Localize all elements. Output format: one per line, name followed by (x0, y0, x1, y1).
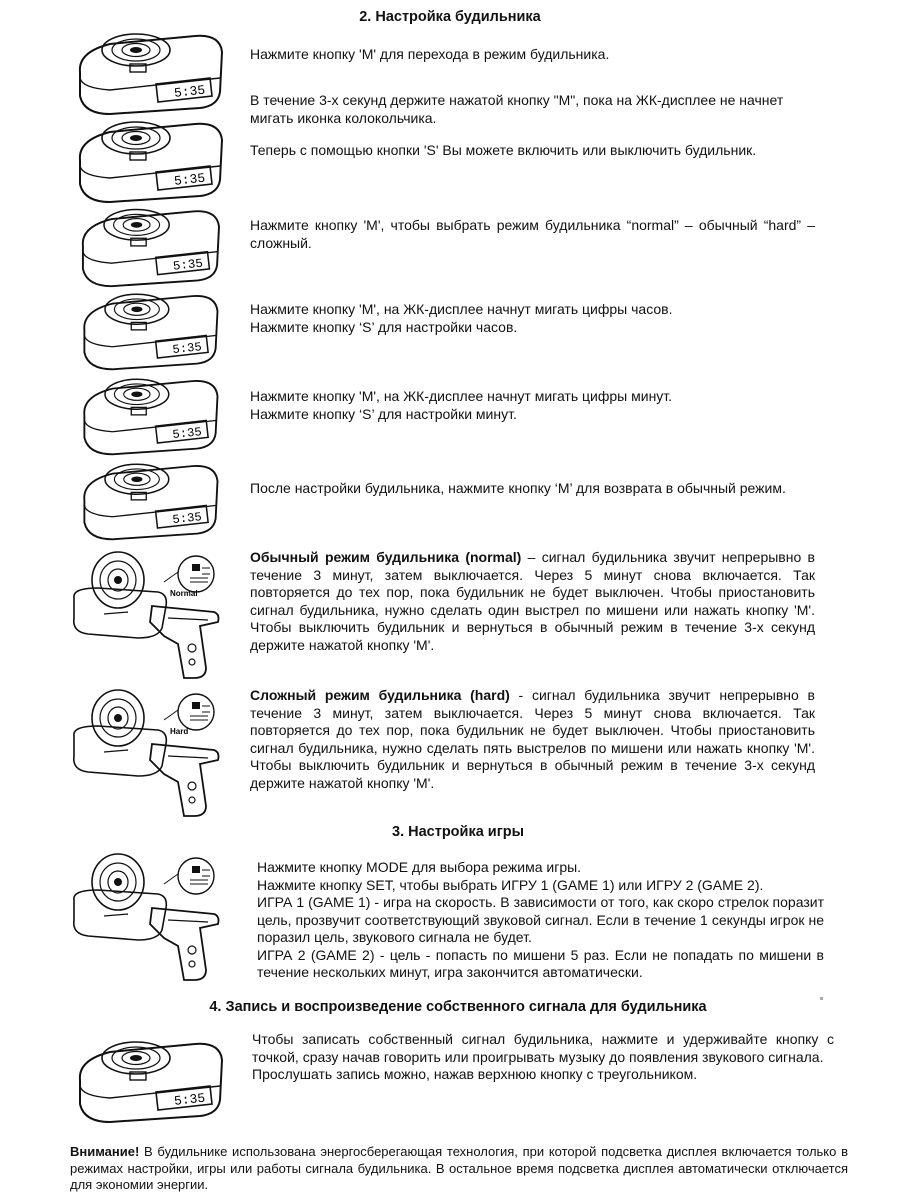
hard-mode-body: - сигнал будильника звучит непрерывно в течение 3 минут, затем выключается. Через 5 минут снова включается. Так повторяется до тех пор, пока будильник не будет выключен. Чтобы приостановить сигнал будильника, нужно сделать пять выстрелов по мишени или нажать кнопку 'M'. Чтобы выключить будильник и вернуться в обычный режим в течение 3-х секунд держите нажатой кнопку 'M'. (250, 687, 815, 791)
svg-text:5:35: 5:35 (173, 82, 206, 101)
game-line: Нажмите кнопку SET, чтобы выбрать ИГРУ 1 (GAME 1) или ИГРУ 2 (GAME 2). (257, 876, 764, 893)
mode-label: Hard (170, 727, 189, 736)
alarm-clock-illustration (70, 453, 230, 543)
section-2-title: 2. Настройка будильника (359, 9, 541, 25)
step-text (250, 301, 820, 336)
hard-mode-description (250, 687, 815, 792)
alarm-clock-illustration (70, 368, 230, 458)
normal-mode-heading: Обычный режим будильника (normal) (250, 549, 522, 565)
alarm-clock-illustration (70, 22, 230, 118)
attention-label: Внимание! (70, 1144, 140, 1159)
record-line: Чтобы записать собственный сигнал будильника, нажмите и удерживайте кнопку с точкой, сразу начав говорить или проигрывать музыку до появления звукового сигнала. (252, 1031, 834, 1065)
section-3-title: 3. Настройка игры (392, 824, 524, 840)
step-line: Нажмите кнопку ‘S’ для настройки минут. (250, 405, 517, 422)
attention-note (70, 1144, 848, 1194)
game-line: Нажмите кнопку MODE для выбора режима игры. (257, 859, 582, 875)
svg-text:5:35: 5:35 (173, 170, 206, 189)
alarm-clock-illustration (70, 283, 230, 373)
normal-mode-body: – сигнал будильника звучит непрерывно в течение 3 минут, затем выключается. Через 5 минут снова включается. Так повторяется до тех пор, пока будильник не будет выключен. Чтобы приостановить сигнал будильника, нужно сделать один выстрел по мишени или нажать кнопку 'M'. Чтобы выключить будильник и вернуться в обычный режим в течение 3-х секунд держите нажатой кнопку 'M'. (250, 549, 815, 653)
record-line: Прослушать запись можно, нажав верхнюю кнопку с треугольником. (252, 1066, 698, 1082)
svg-text:5:35: 5:35 (172, 256, 204, 274)
attention-body: В будильнике использована энергосберегающая технология, при которой подсветка дисплея включается только в режимах настройки, игры или работы сигнала будильника. В остальное время подсветка дисплея автоматически отключается для экономии энергии. (70, 1144, 848, 1192)
game-setup-text (257, 859, 824, 982)
target-and-gun-illustration-hard (68, 686, 248, 826)
game-line: ИГРА 1 (GAME 1) - игра на скорость. В зависимости от того, как скоро стрелок поразит цель, прозвучит соответствующий звуковой сигнал. Если в течение 1 секунды игрок не поразил цель, звукового сигнала не будет. (257, 894, 824, 945)
svg-text:5:35: 5:35 (171, 340, 203, 358)
step-text: Нажмите кнопку 'M' для перехода в режим будильника. (250, 46, 610, 62)
step-text: В течение 3-х секунд держите нажатой кнопку "M", пока на ЖК-дисплее не начнет мигать иконка колокольчика. (250, 92, 784, 126)
alarm-clock-illustration (70, 1028, 230, 1128)
target-and-gun-illustration-normal (68, 548, 248, 688)
section-4-title: 4. Запись и воспроизведение собственного сигнала для будильника (209, 999, 707, 1015)
step-text: Нажмите кнопку 'M', чтобы выбрать режим будильника “normal” – обычный “hard” – сложный. (250, 217, 815, 251)
step-text (250, 388, 820, 423)
svg-text:5:35: 5:35 (171, 425, 203, 443)
step-line: Нажмите кнопку 'M', на ЖК-дисплее начнут мигать цифры часов. (250, 301, 673, 317)
alarm-clock-illustration (70, 110, 230, 206)
mode-label: Normal (170, 589, 198, 598)
svg-text:5:35: 5:35 (173, 1090, 206, 1109)
step-text: Теперь с помощью кнопки 'S' Вы можете включить или выключить будильник. (250, 142, 757, 158)
target-and-gun-illustration-game (68, 850, 248, 990)
hard-mode-heading: Сложный режим будильника (hard) (250, 687, 510, 703)
normal-mode-description (250, 549, 815, 654)
record-signal-text (252, 1031, 834, 1084)
alarm-clock-illustration (70, 198, 230, 290)
step-line: Нажмите кнопку 'M', на ЖК-дисплее начнут мигать цифры минут. (250, 388, 673, 404)
step-line: Нажмите кнопку ‘S’ для настройки часов. (250, 318, 518, 335)
svg-text:5:35: 5:35 (171, 510, 203, 528)
game-line: ИГРА 2 (GAME 2) - цель - попасть по мишени 5 раз. Если не попадать по мишени в течение нескольких минут, игра закончится автоматически. (257, 946, 824, 980)
step-text: После настройки будильника, нажмите кнопку ‘M’ для возврата в обычный режим. (250, 480, 786, 496)
speck (820, 997, 823, 1000)
